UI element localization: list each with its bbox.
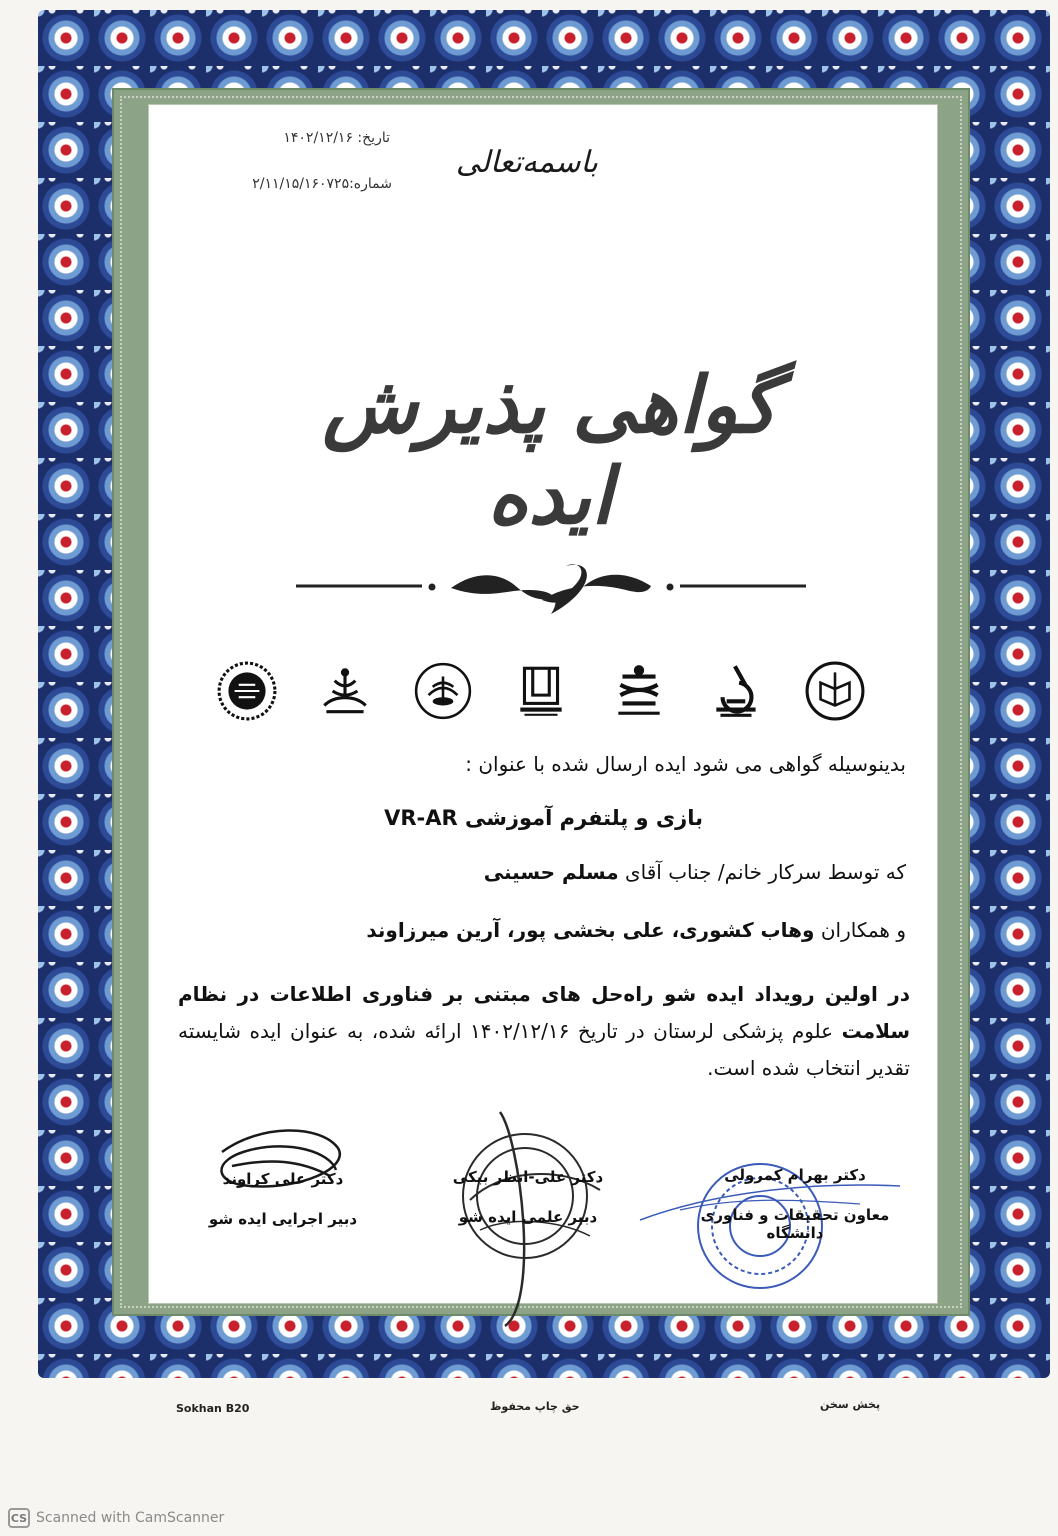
signer-title: معاون تحقیقات و فناوری دانشگاه [700,1206,890,1242]
footer-distributor: پخش سخن [820,1398,881,1411]
submitter-line [166,860,906,884]
signer-title: دبیر اجرایی ایده شو [208,1210,358,1228]
camscanner-logo-icon: CS [8,1508,30,1528]
footer-copyright: حق چاپ محفوظ [490,1400,580,1413]
caduceus-book-logo [804,660,866,722]
research-center-logo [510,660,572,722]
event-description: در اولین رویداد ایده شو راه‌حل های مبتنی بر فناوری اطلاعات در نظام سلامت [178,982,910,1043]
signature-block-scientific-secretary [448,1168,608,1226]
ornamental-divider [296,560,806,620]
certificate-title: گواهی پذیرش ایده [322,360,778,542]
signer-name: دکتر بهرام کمرولی [724,1166,866,1184]
signer-name: دکتر علی-انظر بیکی [452,1168,604,1186]
date-line [226,130,390,146]
date-value: ۱۴۰۲/۱۲/۱۶ [283,130,353,146]
footer-publisher-code: Sokhan B20 [176,1402,250,1415]
university-seal-logo [216,660,278,722]
basmala-heading: باسمه‌تعالی [455,145,598,180]
scanner-text: Scanned with CamScanner [36,1510,225,1526]
date-label: تاریخ: [357,130,390,146]
colleagues-names: وهاب کشوری، علی بخشی پور، آرین میرزاوند [366,918,815,942]
award-paragraph [178,976,910,1087]
intro-line: بدینوسیله گواهی می شود ایده ارسال شده با عنوان : [465,752,906,776]
microscope-logo [706,660,768,722]
colleagues-prefix: و همکاران [820,918,906,942]
submitter-prefix: که توسط سرکار خانم/ جناب آقای [625,860,906,884]
project-title: بازی و پلتفرم آموزشی VR-AR [384,806,703,830]
pharmacy-faculty-logo [314,660,376,722]
number-value: ۲/۱۱/۱۵/۱۶۰۷۲۵ [252,176,350,192]
signature-block-executive-secretary [208,1170,358,1228]
signer-name: دکتر علی کراوند [222,1170,344,1188]
logos-row [216,656,866,726]
medical-emblem-logo [412,660,474,722]
number-line [222,176,392,192]
submitter-name: مسلم حسینی [483,860,619,884]
scanner-watermark [8,1508,224,1528]
growth-center-logo [608,660,670,722]
signer-title: دبیر علمی ایده شو [458,1208,598,1226]
colleagues-line [166,918,906,942]
signature-block-research-deputy [680,1166,910,1242]
number-label: شماره: [349,176,392,192]
award-statement: علوم پزشکی لرستان در تاریخ ۱۴۰۲/۱۲/۱۶ ارائه شده، به عنوان ایده شایسته تقدیر انتخاب شده است. [178,1019,910,1080]
